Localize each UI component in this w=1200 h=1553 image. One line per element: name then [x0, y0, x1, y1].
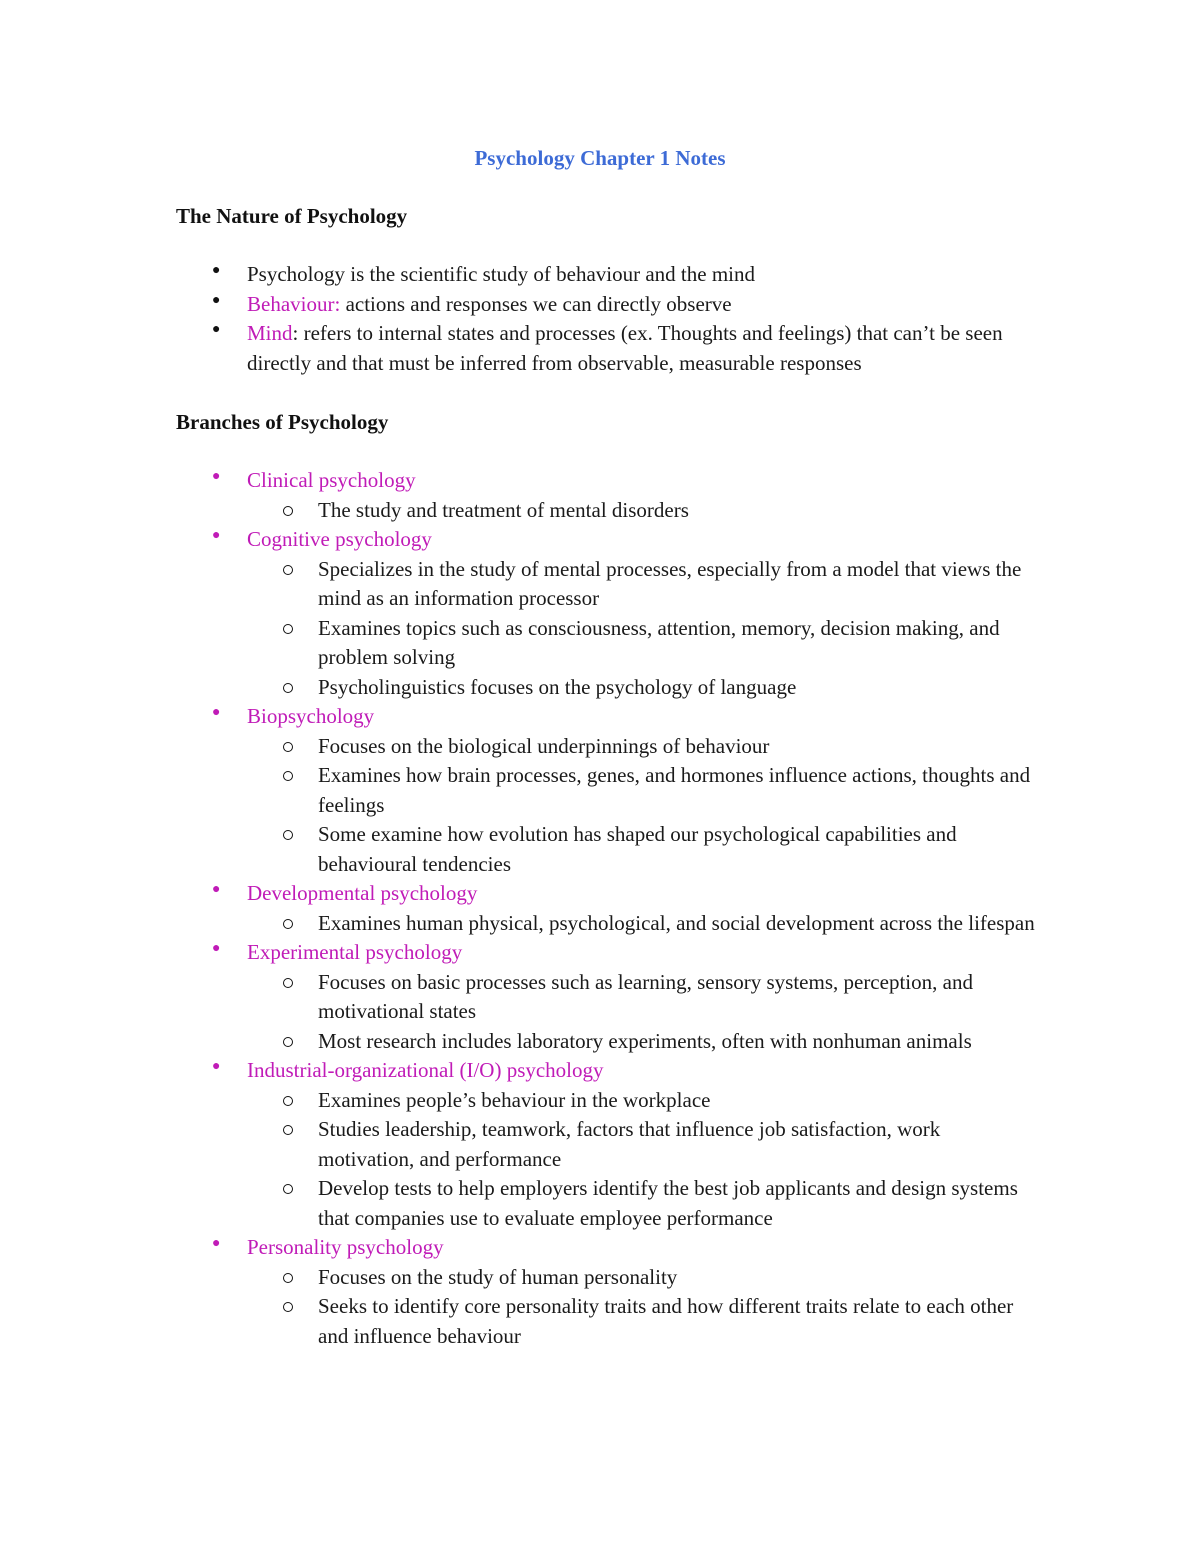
item-term: Cognitive psychology [247, 527, 432, 551]
sub-list [247, 909, 1036, 939]
sub-list [247, 496, 1036, 526]
sub-item-text: Develop tests to help employers identify the best job applicants and design systems that companies use to evaluate employee performance [318, 1176, 1018, 1230]
item-term: Developmental psychology [247, 881, 478, 905]
sub-list [247, 1086, 1036, 1234]
sub-item-text: Examines human physical, psychological, and social development across the lifespan [318, 910, 1035, 935]
sub-list-item [176, 555, 1036, 614]
page-title: Psychology Chapter 1 Notes [474, 146, 726, 170]
bullet-icon: ● [212, 263, 221, 278]
list-item [176, 879, 1036, 938]
sub-list-item [176, 968, 1036, 1027]
circle-bullet-icon [283, 978, 293, 988]
section-heading-branches: Branches of Psychology [176, 410, 389, 434]
bullet-icon: ● [212, 941, 221, 956]
sub-item-text: Examines how brain processes, genes, and hormones influence actions, thoughts and feelings [318, 763, 1031, 817]
sub-list-item [176, 673, 1036, 703]
sub-list [247, 732, 1036, 880]
nature-list [176, 260, 1036, 378]
item-text: : refers to internal states and processes (ex. Thoughts and feelings) that can’t be seen directly and that must be inferred from observable, measurable responses [247, 321, 1003, 375]
list-item [176, 466, 1036, 525]
item-term: Industrial-organizational (I/O) psychology [247, 1058, 604, 1082]
item-term: Biopsychology [247, 704, 375, 728]
bullet-icon: ● [212, 528, 221, 543]
sub-item-text: Seeks to identify core personality traits and how different traits relate to each other and influence behaviour [318, 1294, 1014, 1348]
sub-list [247, 555, 1036, 703]
circle-bullet-icon [283, 1096, 293, 1106]
sub-list-item [176, 820, 1036, 879]
sub-item-text: Focuses on the study of human personality [318, 1264, 678, 1289]
item-term: Behaviour: [247, 291, 341, 316]
circle-bullet-icon [283, 1037, 293, 1047]
circle-bullet-icon [283, 771, 293, 781]
item-text: actions and responses we can directly observe [340, 291, 732, 316]
list-item [176, 938, 1036, 1056]
sub-item-text: Examines topics such as consciousness, attention, memory, decision making, and problem solving [318, 615, 1000, 669]
bullet-icon: ● [212, 292, 221, 308]
sub-item-text: Some examine how evolution has shaped our psychological capabilities and behavioural tendencies [318, 822, 957, 876]
sub-list [247, 968, 1036, 1057]
sub-list-item [176, 496, 1036, 526]
sub-item-text: Specializes in the study of mental processes, especially from a model that views the mind as an information processor [318, 556, 1022, 610]
branches-list [176, 466, 1036, 1351]
sub-list [247, 1263, 1036, 1352]
bullet-icon: ● [212, 882, 221, 897]
circle-bullet-icon [283, 1273, 293, 1283]
bullet-icon: ● [212, 322, 221, 337]
sub-item-text: Psycholinguistics focuses on the psychology of language [318, 674, 797, 699]
list-item [176, 319, 1036, 378]
bullet-icon: ● [212, 1236, 221, 1251]
sub-list-item [176, 1115, 1036, 1174]
list-item [176, 702, 1036, 879]
circle-bullet-icon [283, 919, 293, 929]
sub-item-text: Focuses on basic processes such as learning, sensory systems, perception, and motivational states [318, 969, 973, 1023]
sub-item-text: Studies leadership, teamwork, factors that influence job satisfaction, work motivation, and performance [318, 1117, 941, 1171]
list-item [176, 1056, 1036, 1233]
circle-bullet-icon [283, 506, 293, 516]
sub-list-item [176, 1263, 1036, 1293]
sub-list-item [176, 909, 1036, 939]
circle-bullet-icon [283, 830, 293, 840]
list-item [176, 290, 1036, 320]
circle-bullet-icon [283, 565, 293, 575]
sub-item-text: Focuses on the biological underpinnings of behaviour [318, 733, 770, 758]
item-term: Clinical psychology [247, 468, 416, 492]
sub-item-text: The study and treatment of mental disorders [318, 497, 689, 522]
circle-bullet-icon [283, 683, 293, 693]
section-heading-nature: The Nature of Psychology [176, 204, 408, 228]
list-item [176, 260, 1036, 290]
item-term: Personality psychology [247, 1235, 444, 1259]
circle-bullet-icon [283, 742, 293, 752]
sub-list-item [176, 614, 1036, 673]
item-text: Psychology is the scientific study of behaviour and the mind [247, 262, 755, 286]
list-item [176, 525, 1036, 702]
sub-list-item [176, 1174, 1036, 1233]
sub-item-text: Examines people’s behaviour in the workplace [318, 1087, 711, 1112]
sub-list-item [176, 1292, 1036, 1351]
circle-bullet-icon [283, 1302, 293, 1312]
list-item [176, 1233, 1036, 1351]
sub-list-item [176, 761, 1036, 820]
sub-list-item [176, 1027, 1036, 1057]
sub-list-item [176, 1086, 1036, 1116]
circle-bullet-icon [283, 624, 293, 634]
circle-bullet-icon [283, 1184, 293, 1194]
sub-list-item [176, 732, 1036, 762]
item-term: Experimental psychology [247, 940, 463, 964]
bullet-icon: ● [212, 1059, 221, 1074]
bullet-icon: ● [212, 705, 221, 720]
item-term: Mind [247, 321, 293, 345]
circle-bullet-icon [283, 1125, 293, 1135]
sub-item-text: Most research includes laboratory experiments, often with nonhuman animals [318, 1028, 972, 1053]
bullet-icon: ● [212, 469, 221, 484]
